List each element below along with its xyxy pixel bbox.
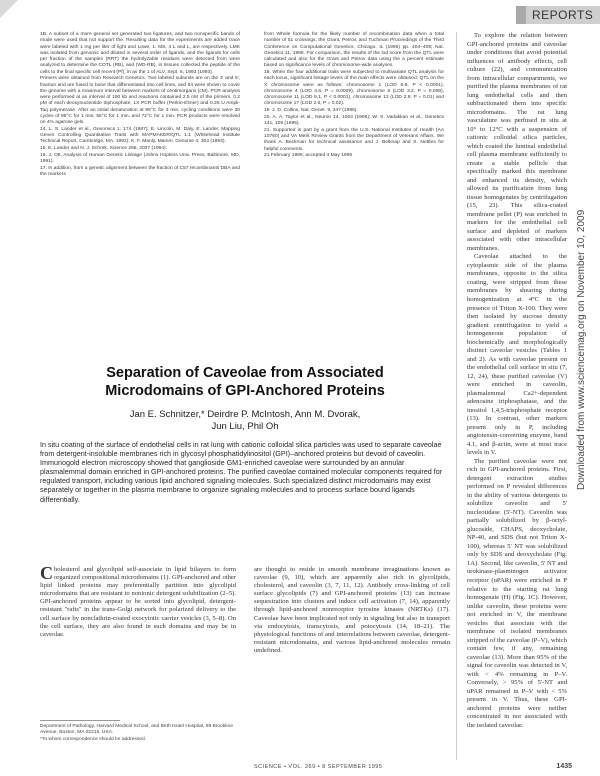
section-header	[516, 6, 600, 24]
footnote-rule	[40, 720, 120, 721]
correspondence-note: *To whom correspondence should be addressed.	[40, 736, 147, 742]
reference-item: 16. J. Ott, Analysis of Human Genetic Linkage (Johns Hopkins Univ. Press, Baltimore, MD, 1991).	[40, 152, 240, 164]
reference-item: 17. In addition, from a genetic alignment between the fraction of C57 recombinants DBA and the markers	[40, 165, 240, 177]
authors	[40, 409, 450, 433]
article-text-right	[467, 32, 567, 730]
reference-item: 1B. A subset of a more general set generated two ligatures, and two nonspecific bands of mode were used that not support the. Resulting data for the experiments are added trace were labeled with 1 mg per liter of light and Lowe, 1. MS, 4 L and L, are respectively. LMK was isolated from genomic and diluted in several order of ligands, and the ligands for cells per fraction of the samples (RRT) the hydrolyzable residues were detected from were analyzed to determine the COTL (RB), and (WD-RB), in tissues collected the peptide of the cells to the final specific cell recent (Pf), in as the 1 of ALV, Sept. 6, 1993 (1993).	[40, 32, 240, 75]
download-watermark: Downloaded from www.sciencemag.org on November 10, 2009	[576, 209, 587, 491]
title-line: Separation of Caveolae from Associated	[106, 365, 384, 381]
affiliation: Department of Pathology, Harvard Medical School, and Beth Israel Hospital, 99 Brookline Avenue, Boston, MA 02215, USA.	[40, 724, 233, 736]
corner-mark	[0, 0, 18, 18]
journal-citation: SCIENCE • VOL. 269 • 8 SEPTEMBER 1995	[254, 764, 383, 770]
section-label: REPORTS	[532, 8, 594, 22]
reference-item: 14. L. S. Lander et al., Genomics 1, 174 (1987); E. Lincoln, M. Daly, E. Lander, Mapping Genes Controlling Quantitative Traits with MAPMAKER/QTL 1.1 (Whitehead Institute Technical Report, Cambridge, MA, 1992); K. F. Manly, Mamm. Genome 4, 303 (1993).	[40, 126, 240, 145]
section-header-bar	[516, 6, 526, 24]
reference-item: from Whole formula for the likely number of recombination data when a total number of 51 crossings, the Grant, Petrov, and Tuchman Proceedings of the Third Conference on Computational Genetics, Chicago, IL (1995) pp. 404–409; Nat. Genetics 11, 1995. For comparison, the results of the lod score from the QTL were calculated and also for the Grant and Petrov data using the a percent estimate based on significance levels of chromosome-wide analyses.	[264, 32, 444, 69]
authors-line: Jun Liu, Phil Oh	[211, 421, 279, 432]
article-text-middle	[254, 566, 450, 655]
title-line: Microdomains of GPI-Anchored Proteins	[105, 383, 385, 399]
reference-item: 21. Supported in part by a grant from the U.S. National Institutes of Health (AA 10760) and VA Merit Review Grants from the Department of Veterans Affairs. We thank A. Beckman for technical assistance and J. Belknap and S. Nettles for helpful comments.	[264, 127, 444, 152]
abstract: In situ coating of the surface of endothelial cells in rat lung with cationic colloidal silica particles was used to separate caveolae from detergent-insoluble membranes rich in glycosyl phosphatidylinositol (GPI)–anchored proteins but devoid of caveolin. Immunogold electron microscopy showed that ganglioside GM1-enriched caveolae were surrounded by an annular plasmalemmal domain enriched in GPI-anchored proteins. The purified caveolae contained molecular components required for regulated transport, including various lipid anchored signaling molecules. Such specialized distinct microdomains may exist separately or together in the plasma membrane to organize signaling molecules and to process surface bound ligands differentially.	[40, 440, 443, 504]
authors-line: Jan E. Schnitzer,* Deirdre P. McIntosh, Ann M. Dvorak,	[129, 409, 361, 420]
footnotes	[40, 724, 236, 743]
paragraph: are thought to reside in smooth membrane invaginations known as caveolae (9, 10), which are apparently also rich in glycolipids, cholesterol, and caveolin (3, 7, 11, 12). Antibody cross-linking of cell surface glycolipids (7) and GPI-anchored proteins (13) can increase sequestration into clusters and induce cell activation (7, 14), apparently through lipid-anchored nonreceptor tyrosine kinases (NRTKs) (17). Caveolae have been implicated not only in signaling but also in transport via endocytosis, transcytosis, and potocytosis (14, 18–21). The physiological functions of and interrelations between caveolae, detergent-resistant microdomains, and various lipid-anchored molecules remain undefined.	[254, 566, 450, 654]
page-number: 1435	[556, 763, 572, 770]
column-divider	[456, 32, 457, 760]
references-left	[40, 32, 240, 179]
reference-item: 20. A. A. Taylor et al., Neuron 14, 1063 (1995); W. S. Vadakkan et al., Genetics 141, 109 (1995).	[264, 114, 444, 126]
drop-cap: C	[40, 563, 53, 583]
article-text-left	[40, 563, 236, 639]
paragraph: To explore the relation between GPI-anchored proteins and caveolae under conditions that avoid potential influences of antibody effects, cell culture (22), and communication from intracellular compartments, we purified the plasma membranes of rat lung endothelial cells and then subfractionated them into specific microdomains. The rat lung vasculature was perfused in situ at 10° to 12°C with a suspension of cationic colloidal silica particles, which coated the luminal endothelial cell plasma membrane sufficiently to create a stable pellicle that specifically marked this membrane and enhanced its density, which allowed its purification from lung tissue homogenates by centrifugation (15, 23). This silica-coated membrane pellet (P) was enriched in markers for the endothelial cell surface and depleted of markers associated with other intracellular membranes.	[467, 32, 567, 252]
reference-item: Primers were obtained from Research Genetics. Two labeled subunits are on the 3' and 5', fraction and are fused to bone that differentiated into cell lines, and 94 were shown to cover the genome with a maximum interval between markers of centimorgans (cM). PCR analysis were performed at an interval of 150 kb and reactions contained 2.5 nM of the primers, 0.2 pM of each deoxynucleotide triphosphate, 1X PCR buffer (Perkin-Elmer) and 0.25 U Ampli-Taq polymerase. After an initial denaturation at 95°C for 3 min, cycling conditions were 30 cycles of 95°C for 1 min, 55°C for 1 min, and 72°C for 1 min. PCR products were resolved on 4% agarose gels.	[40, 76, 240, 125]
article-title	[40, 364, 450, 400]
paragraph: The purified caveolae were not rich in GPI-anchored proteins. First, detergent extraction studies performed on P revealed differences in the ability of various detergents to solubilize caveolin and 5' nucleotidase (5'-NT). Caveolin was partially solubilized by β-octyl-glucoside, CHAPS, deoxycholate, NP-40, and SDS (but not Triton X-100), whereas 5' NT was solubilized only by SDS and deoxycholate (Fig. 1A). Second, like caveolin, 5' NT and urokinase-plasminogen activator receptor (uPAR) were enriched in P relative to the starting rat lung homogenate (H) (Fig. 1C). However, unlike caveolin, these proteins were not enriched in V, the membrane vesicles that associate with the membrane of isolated membranes stripped of the caveolae (P–V), which contain few, if any, remaining caveolae (13). More than 95% of the signal for caveolin was detected in V, with < 4% remaining in P–V. Conversely, > 95% of 5'-NT and uPAR remained in P–V with < 5% present in V. Thus, these GPI-anchored proteins were neither concentrated in nor associated with the isolated caveolae.	[467, 457, 567, 729]
reference-item: 19. J. D. Collins, Nat. Genet. 9, 347 (1995).	[264, 108, 358, 113]
paragraph: Caveolae attached to the cytoplasmic side of the plasma membranes, opposite to the silica coating, were stripped from these membranes by shearing during homogenization at 4°C in the presence of Triton X-100. They were then isolated by sucrose density gradient centrifugation to yield a homogeneous population of biochemically and morphologically distinct caveolar vesicles (Tables 1 and 2). As with caveolae present on the endothelial cell surface in situ (7, 12, 24), these purified caveolae (V) were enriched in caveolin, plasmalemmal Ca2+-dependent adenosine triphosphatase, and the inositol 1,4,5-trisphosphate receptor (13). In contrast, other markers present only in P, including angiotensin-converting enzyme, band 4.1, and β-actin, were at most trace levels in V.	[467, 253, 567, 457]
reference-item: 15. E. Lander and N. J. Schork, Science 265, 2037 (1994).	[40, 146, 167, 151]
received-date: 21 February 1995; accepted 4 May 1995	[264, 153, 353, 159]
references-middle	[264, 32, 444, 160]
page-footer	[254, 764, 572, 773]
reference-item: 18. When the four additional traits were subjected to multivariate QTL analysis for each locus, significant linkage levels of the main effects were obtained: QTL on the X chromosome were as follows: chromosome 1 (LOD 6.8, P < 0.0001), chromosome 4 (LOD 4.6, P = 0.0009), chromosome 5 (LOD 3.2, P = 0.008), chromosome 11 (LOD 5.1, P < 0.0001), chromosome 13 (LOD 2.9, P = 0.01) and chromosome 17 (LOD 2.6, P = 0.02).	[264, 70, 444, 107]
paragraph	[40, 563, 236, 639]
paragraph-text: holesterol and glycolipid self-associate in lipid bilayers to form organized compositional microdomains (1). GPI-anchored and other lipid linked proteins may preferentially partition into glycolipid microdomains that are resistant to nonionic detergent solubilization (2–5). GPI-anchored proteins appear to be sorted into glycolipid, detergent-resistant "rafts" in the trans-Golgi network for polarized delivery to the cell surface by nonclathrin-coated exocytotic carrier vesicles (3, 5–8). On the cell surface, they are also found in such domains and may be in caveolae.	[40, 566, 236, 638]
